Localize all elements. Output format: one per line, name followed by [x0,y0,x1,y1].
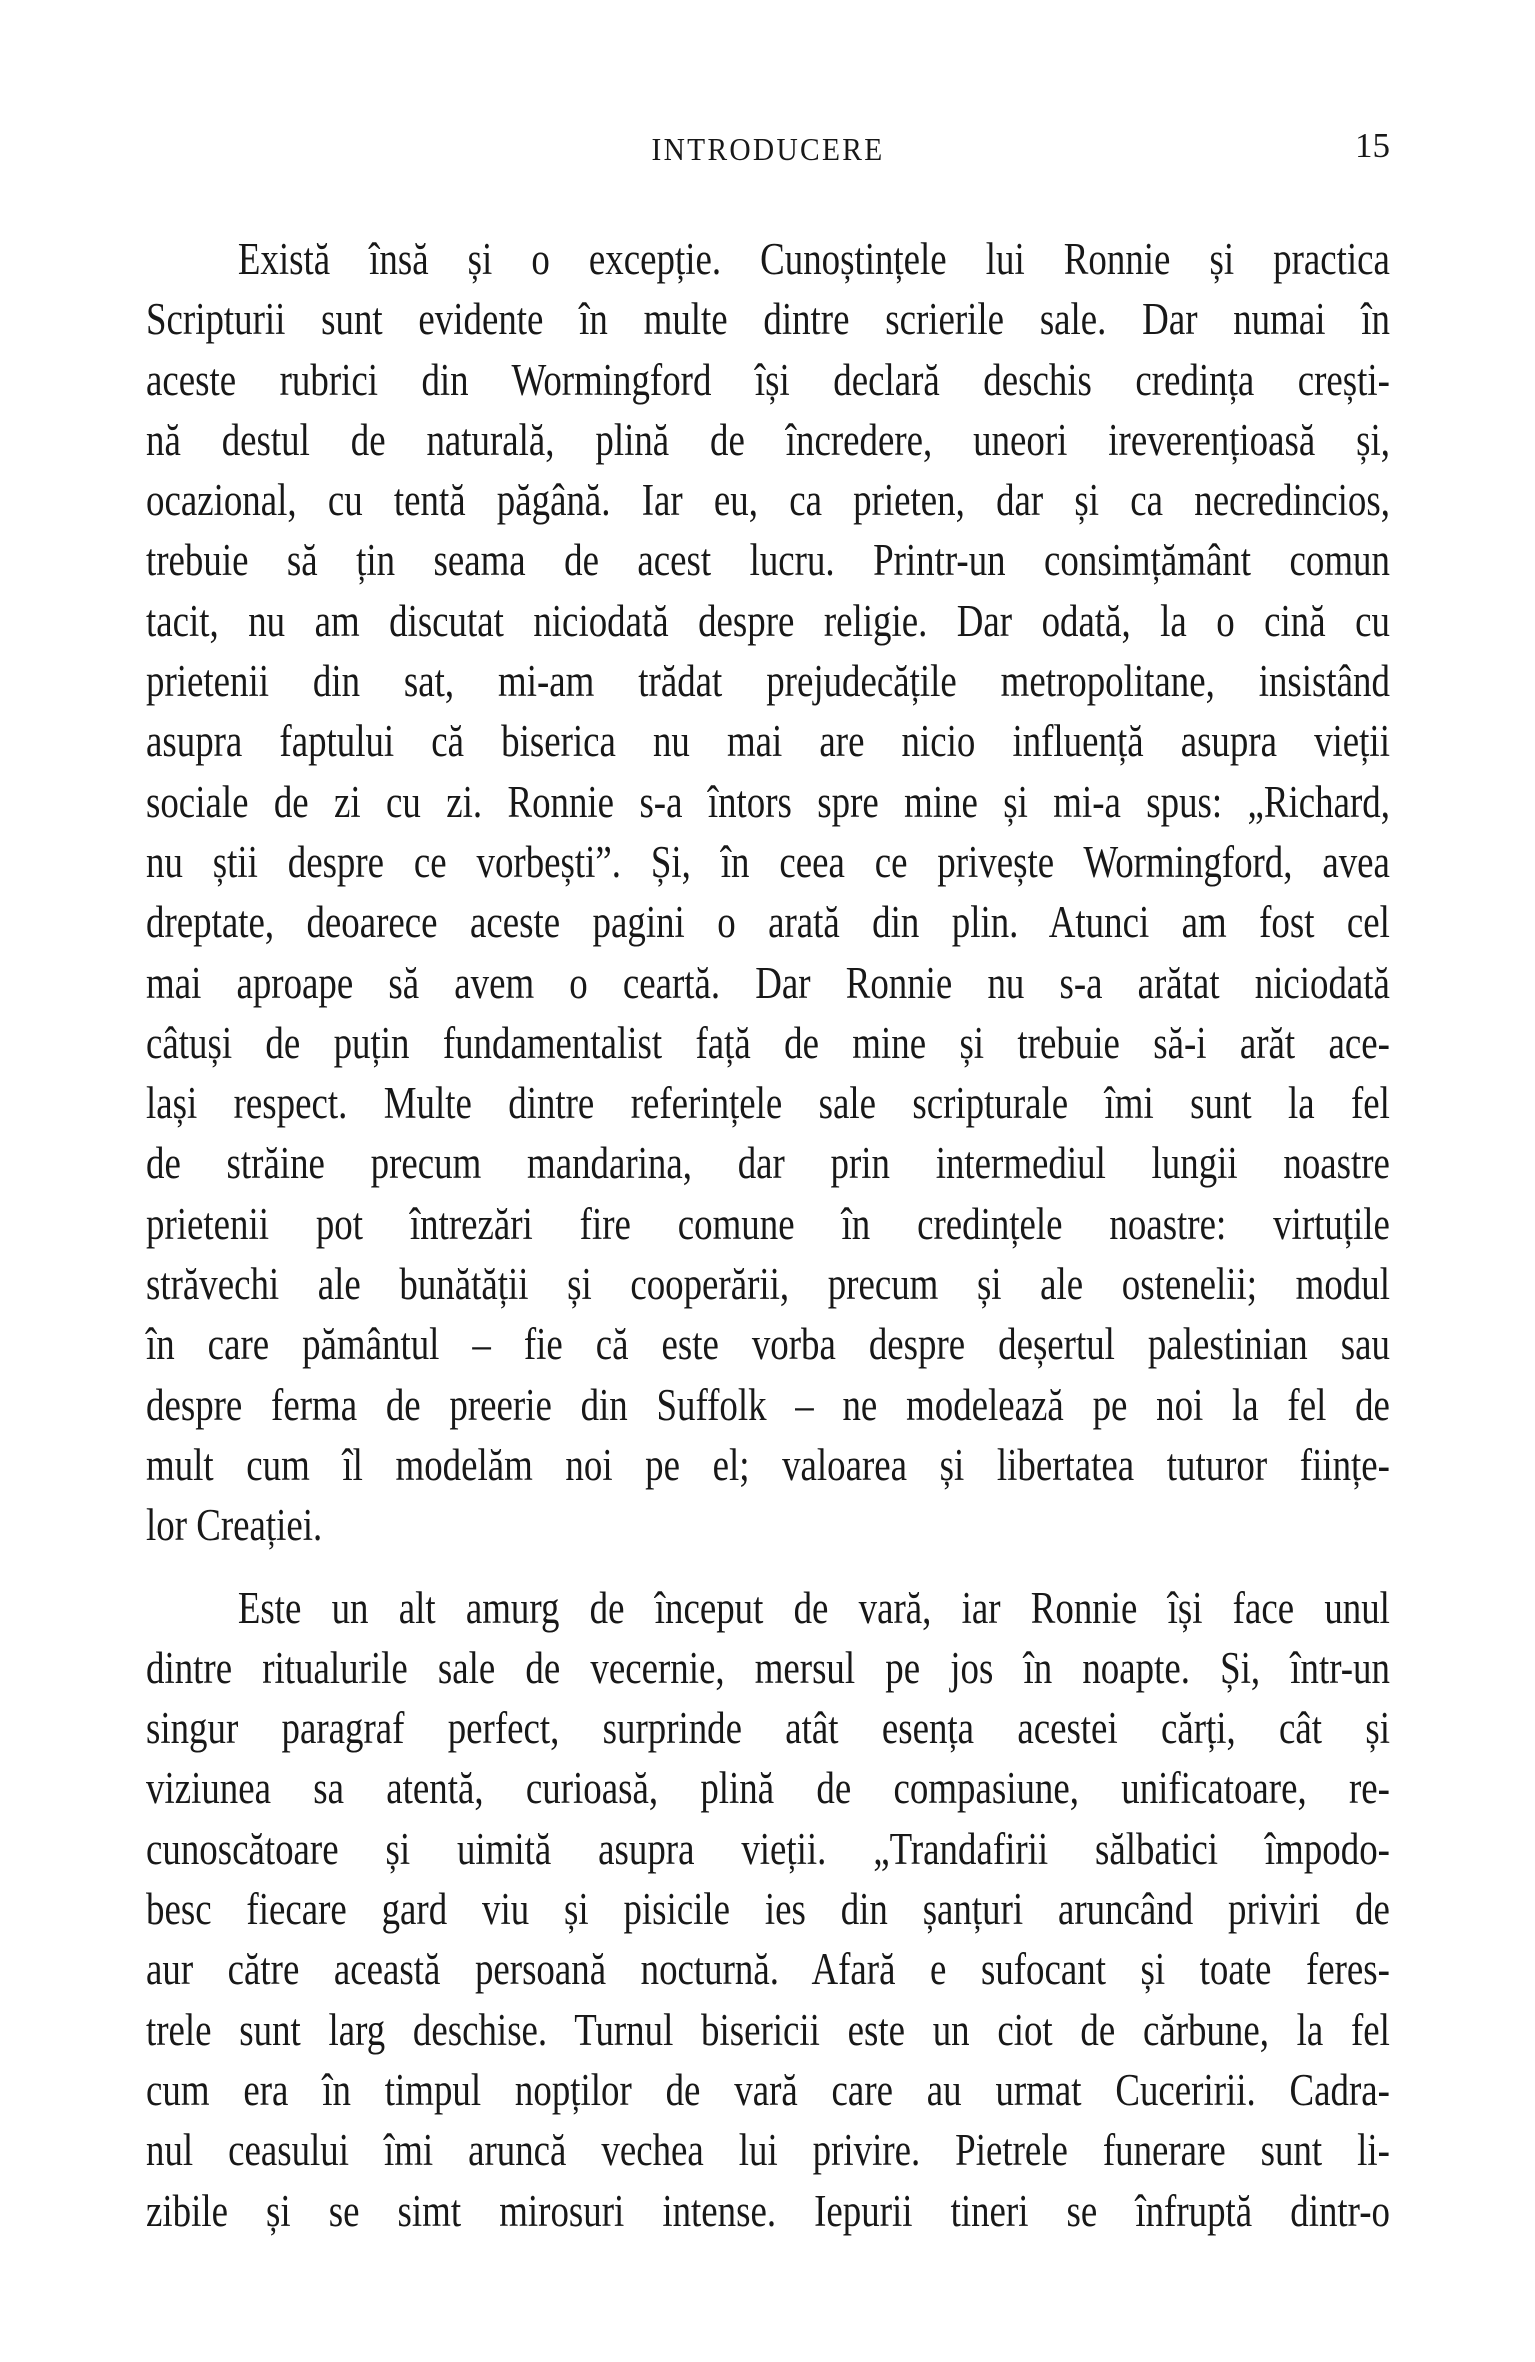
text-line: ocazional, cu tentă păgână. Iar eu, ca prieten, dar și ca necredincios, [146,475,1390,526]
text-line: singur paragraf perfect, surprinde atât esența acestei cărți, cât și [146,1703,1390,1754]
text-line: dreptate, deoarece aceste pagini o arată din plin. Atunci am fost cel [146,897,1390,948]
text-line: trele sunt larg deschise. Turnul bisericii este un ciot de cărbune, la fel [146,2004,1390,2055]
text-line: lași respect. Multe dintre referințele sale scripturale îmi sunt la fel [146,1078,1390,1129]
text-line: nul ceasului îmi aruncă vechea lui privire. Pietrele funerare sunt li- [146,2125,1390,2176]
text-line: străvechi ale bunătății și cooperării, precum și ale ostenelii; modul [146,1259,1390,1310]
text-line: cunoscătoare și uimită asupra vieții. „Trandafirii sălbatici împodo- [146,1823,1390,1874]
text-line: în care pământul – fie că este vorba despre deșertul palestinian sau [146,1319,1390,1370]
paragraph [146,229,1390,1556]
text-line: mai aproape să avem o ceartă. Dar Ronnie nu s-a arătat niciodată [146,957,1390,1008]
text-line: cum era în timpul nopților de vară care au urmat Cuceririi. Cadra- [146,2064,1390,2115]
text-line: de străine precum mandarina, dar prin intermediul lungii noastre [146,1138,1390,1189]
running-header: INTRODUCERE [651,131,885,167]
text-line: zibile și se simt mirosuri intense. Iepurii tineri se înfruptă dintr-o [146,2185,1390,2236]
text-line: nu știi despre ce vorbești”. Și, în ceea ce privește Wormingford, avea [146,836,1390,887]
text-line: trebuie să țin seama de acest lucru. Printr-un consimțământ comun [146,535,1390,586]
text-line: mult cum îl modelăm noi pe el; valoarea și libertatea tuturor ființe- [146,1439,1390,1490]
text-line: viziunea sa atentă, curioasă, plină de compasiune, unificatoare, re- [146,1763,1390,1814]
text-line: dintre ritualurile sale de vecernie, mersul pe jos în noapte. Și, într-un [146,1642,1390,1693]
text-block [146,229,1390,2241]
paragraph [146,1578,1390,2241]
text-line: prietenii din sat, mi-am trădat prejudecățile metropolitane, insistând [146,656,1390,707]
text-line: prietenii pot întrezări fire comune în credințele noastre: virtuțile [146,1198,1390,1249]
text-line: besc fiecare gard viu și pisicile ies din șanțuri aruncând priviri de [146,1884,1390,1935]
text-line: câtuși de puțin fundamentalist față de mine și trebuie să-i arăt ace- [146,1017,1390,1068]
text-line: Există însă și o excepție. Cunoștințele lui Ronnie și practica [237,234,1390,284]
text-line: sociale de zi cu zi. Ronnie s-a întors spre mine și mi-a spus: „Richard, [146,776,1390,827]
text-line: tacit, nu am discutat niciodată despre religie. Dar odată, la o cină cu [146,595,1390,646]
text-line: Scripturii sunt evidente în multe dintre scrierile sale. Dar numai în [146,294,1390,345]
text-line: Este un alt amurg de început de vară, iar Ronnie își face unul [237,1582,1390,1633]
text-line: despre ferma de preerie din Suffolk – ne modelează pe noi la fel de [146,1379,1390,1430]
page-number: 15 [1355,126,1390,165]
text-line: lor Creației. [146,1500,323,1551]
text-line: nă destul de naturală, plină de încredere, uneori ireverențioasă și, [146,414,1390,465]
text-line: asupra faptului că biserica nu mai are nicio influență asupra vieții [146,716,1390,767]
text-line: aur către această persoană nocturnă. Afară e sufocant și toate feres- [146,1944,1390,1995]
text-line: aceste rubrici din Wormingford își declară deschis credința crești- [146,354,1390,405]
